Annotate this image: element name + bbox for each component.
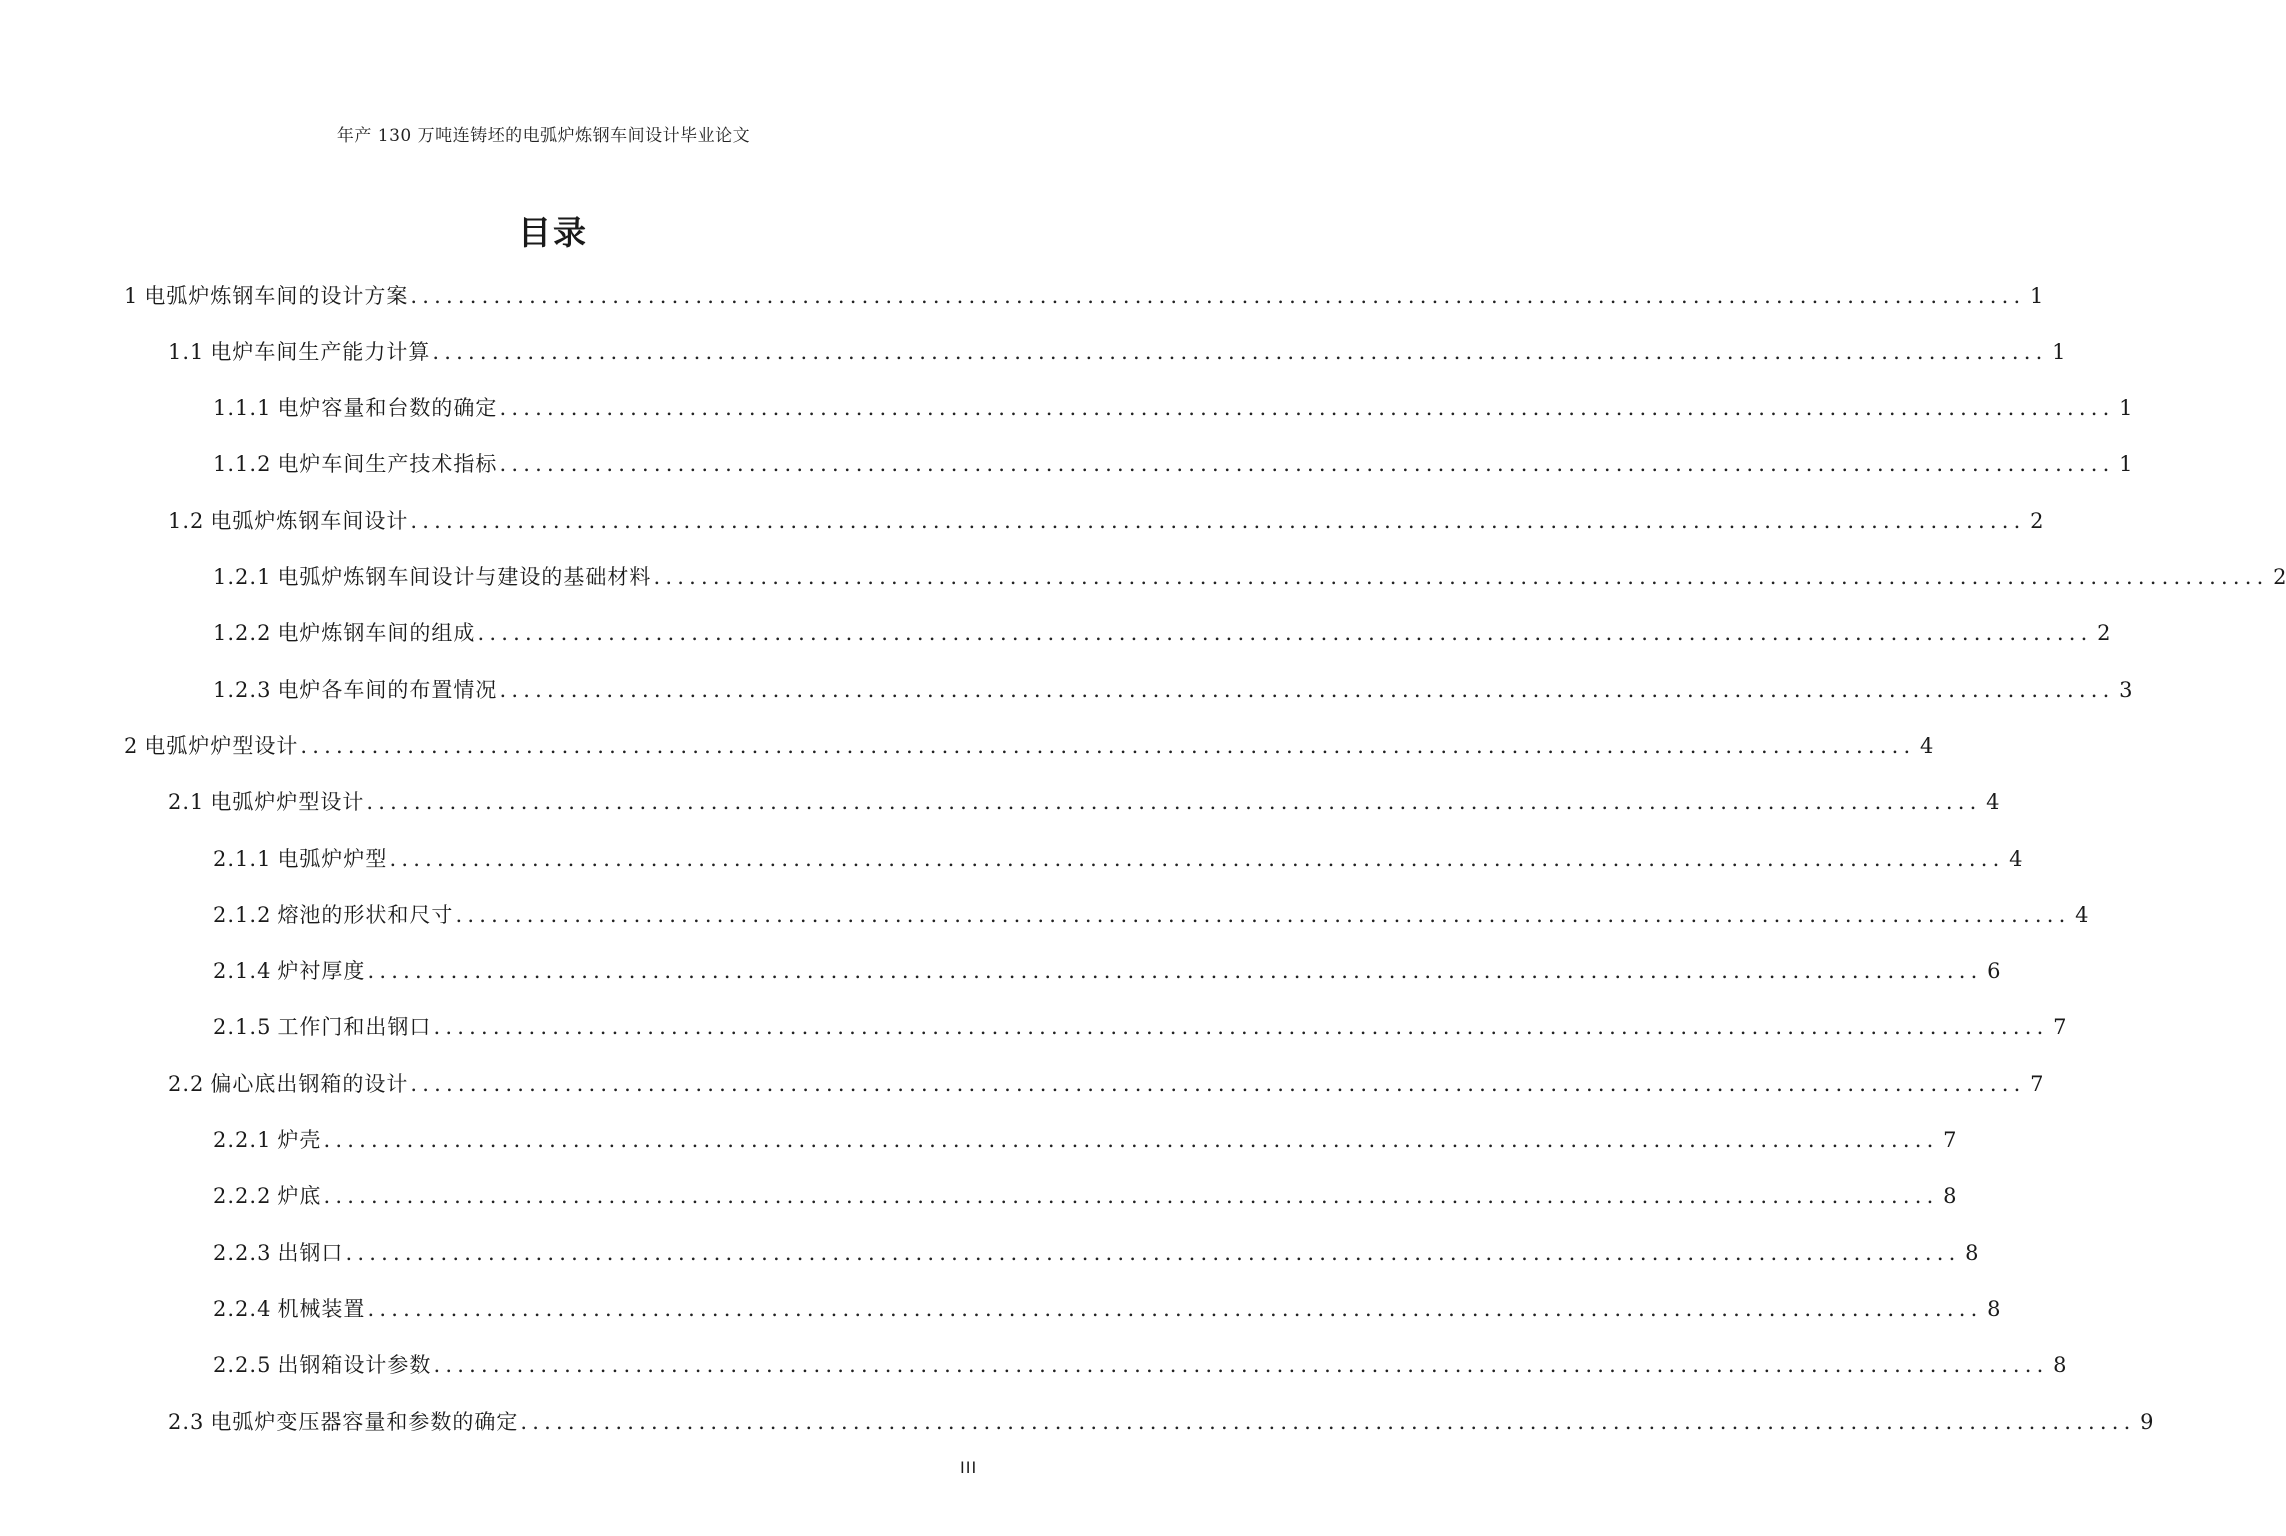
toc-entry-number: 2.1.4 <box>213 959 272 984</box>
dot-leader: ........................................................................................................................................ <box>323 1184 1939 1209</box>
toc-entry[interactable] <box>213 1225 1979 1281</box>
toc-entry-number: 1.1 <box>168 339 205 364</box>
dot-leader: ........................................................................................................................................ <box>499 677 2115 702</box>
toc-entry-title: 出钢口 <box>277 1240 344 1265</box>
dot-leader: ........................................................................................................................................ <box>433 1353 2049 1378</box>
toc-entry[interactable] <box>213 944 2001 1000</box>
toc-entry-page: 4 <box>2075 902 2089 927</box>
dot-leader: ........................................................................................................................................ <box>323 1128 1939 1152</box>
toc-entry[interactable] <box>124 268 2044 324</box>
toc-title: 目录 <box>518 213 588 252</box>
toc-entry[interactable] <box>168 1394 2154 1450</box>
toc-entry-page: 4 <box>2009 846 2023 871</box>
toc-entry-page: 2 <box>2273 565 2286 589</box>
dot-leader: ........................................................................................................................................ <box>432 339 2048 364</box>
toc-entry-page: 3 <box>2119 677 2133 702</box>
toc-entry[interactable] <box>213 1338 2067 1394</box>
dot-leader: ........................................................................................................................................ <box>410 508 2026 533</box>
toc-entry[interactable] <box>213 1169 1957 1225</box>
dot-leader: ........................................................................................................................................ <box>345 1240 1961 1265</box>
page-number: III <box>960 1458 978 1477</box>
toc-entry-number: 1.1.2 <box>213 452 272 477</box>
toc-entry[interactable] <box>213 437 2133 493</box>
toc-entry-title: 电弧炉炼钢车间设计与建设的基础材料 <box>277 565 652 589</box>
toc-entry[interactable] <box>213 606 2111 662</box>
toc-entry-page: 8 <box>1987 1296 2001 1321</box>
toc-entry[interactable] <box>213 1113 1957 1169</box>
toc-entry[interactable] <box>213 831 2023 887</box>
toc-entry-title: 电炉容量和台数的确定 <box>277 396 498 421</box>
toc-entry[interactable] <box>213 887 2089 943</box>
toc-entry[interactable] <box>168 324 2066 380</box>
toc-entry-title: 炉底 <box>277 1184 322 1209</box>
toc-entry-title: 炉衬厚度 <box>277 959 366 984</box>
toc-entry-page: 8 <box>1943 1184 1957 1209</box>
toc-entry-page: 4 <box>1920 733 1934 758</box>
dot-leader: ........................................................................................................................................ <box>433 1015 2049 1040</box>
toc-entry-title: 炉壳 <box>277 1128 322 1152</box>
toc-entry-number: 1.2.3 <box>213 677 272 702</box>
toc-entry[interactable] <box>213 662 2133 718</box>
toc-entry-page: 7 <box>2053 1015 2067 1040</box>
toc-entry-title: 电弧炉炼钢车间设计 <box>210 508 409 533</box>
running-header: 年产 130 万吨连铸坯的电弧炉炼钢车间设计毕业论文 <box>336 126 751 146</box>
toc-entry-title: 偏心底出钢箱的设计 <box>210 1071 409 1096</box>
toc-entry[interactable] <box>124 718 1934 774</box>
dot-leader: ........................................................................................................................................ <box>455 902 2071 927</box>
dot-leader: ........................................................................................................................................ <box>389 846 2005 871</box>
dot-leader: ........................................................................................................................................ <box>367 959 1983 984</box>
toc-entry-number: 2.1.1 <box>213 846 272 871</box>
toc-entry-page: 8 <box>2053 1353 2067 1378</box>
toc-entry-title: 电弧炉炉型设计 <box>210 790 365 815</box>
toc-entry-number: 1.2 <box>168 508 205 533</box>
toc-entry-number: 2.2.1 <box>213 1128 272 1152</box>
dot-leader: ........................................................................................................................................ <box>653 565 2269 589</box>
toc-entry-number: 2.2.2 <box>213 1184 272 1209</box>
toc-entry-title: 电弧炉炉型设计 <box>144 733 299 758</box>
toc-entry-title: 熔池的形状和尺寸 <box>277 902 454 927</box>
toc-entry-title: 机械装置 <box>277 1296 366 1321</box>
dot-leader: ........................................................................................................................................ <box>520 1409 2136 1434</box>
toc-entry-page: 8 <box>1965 1240 1979 1265</box>
toc-entry-page: 1 <box>2052 339 2066 364</box>
toc-entry[interactable] <box>168 775 2000 831</box>
toc-entry-title: 电弧炉炼钢车间的设计方案 <box>144 283 409 308</box>
toc-entry-number: 2.1 <box>168 790 205 815</box>
dot-leader: ........................................................................................................................................ <box>499 396 2115 421</box>
toc-entry[interactable] <box>213 1281 2001 1337</box>
toc-entry-number: 1.1.1 <box>213 396 272 421</box>
toc-entry-number: 2.2.5 <box>213 1353 272 1378</box>
toc-entry-number: 2 <box>124 733 139 758</box>
toc-entry-title: 电炉炼钢车间的组成 <box>277 621 476 646</box>
toc-entry-page: 2 <box>2030 508 2044 533</box>
toc-entry-page: 4 <box>1986 790 2000 815</box>
toc-entry-page: 6 <box>1987 959 2001 984</box>
toc-entry-title: 电弧炉炉型 <box>277 846 388 871</box>
toc-entry-title: 电炉车间生产能力计算 <box>210 339 431 364</box>
toc-entry[interactable] <box>168 1056 2044 1112</box>
dot-leader: ........................................................................................................................................ <box>477 621 2093 646</box>
toc-entry-page: 2 <box>2097 621 2111 646</box>
toc-entry-number: 2.1.2 <box>213 902 272 927</box>
toc-entry-title: 电炉车间生产技术指标 <box>277 452 498 477</box>
dot-leader: ........................................................................................................................................ <box>367 1296 1983 1321</box>
toc-entry[interactable] <box>213 1000 2067 1056</box>
toc-entry-title: 出钢箱设计参数 <box>277 1353 432 1378</box>
toc-entry-number: 1 <box>124 283 139 308</box>
toc-entry-number: 2.1.5 <box>213 1015 272 1040</box>
toc-entry-number: 2.3 <box>168 1409 205 1434</box>
toc-entry-number: 2.2.3 <box>213 1240 272 1265</box>
toc-entry-title: 电炉各车间的布置情况 <box>277 677 498 702</box>
toc-entry-number: 1.2.1 <box>213 565 272 589</box>
toc-entry-title: 工作门和出钢口 <box>277 1015 432 1040</box>
toc-entry-number: 2.2 <box>168 1071 205 1096</box>
toc-entry-number: 2.2.4 <box>213 1296 272 1321</box>
toc-entry-page: 1 <box>2030 283 2044 308</box>
dot-leader: ........................................................................................................................................ <box>410 283 2026 308</box>
toc-entry-page: 7 <box>2030 1071 2044 1096</box>
toc-entry-page: 1 <box>2119 396 2133 421</box>
dot-leader: ........................................................................................................................................ <box>499 452 2115 477</box>
toc-entry-page: 1 <box>2119 452 2133 477</box>
toc-entry-title: 电弧炉变压器容量和参数的确定 <box>210 1409 519 1434</box>
dot-leader: ........................................................................................................................................ <box>366 790 1982 815</box>
dot-leader: ........................................................................................................................................ <box>410 1071 2026 1096</box>
toc-entry[interactable] <box>213 381 2133 437</box>
toc-entry-number: 1.2.2 <box>213 621 272 646</box>
dot-leader: ........................................................................................................................................ <box>300 733 1916 758</box>
toc-entry[interactable] <box>168 493 2044 549</box>
toc-entry-page: 9 <box>2140 1409 2154 1434</box>
toc-entry-page: 7 <box>1943 1128 1957 1152</box>
toc-entry[interactable] <box>213 550 2286 606</box>
